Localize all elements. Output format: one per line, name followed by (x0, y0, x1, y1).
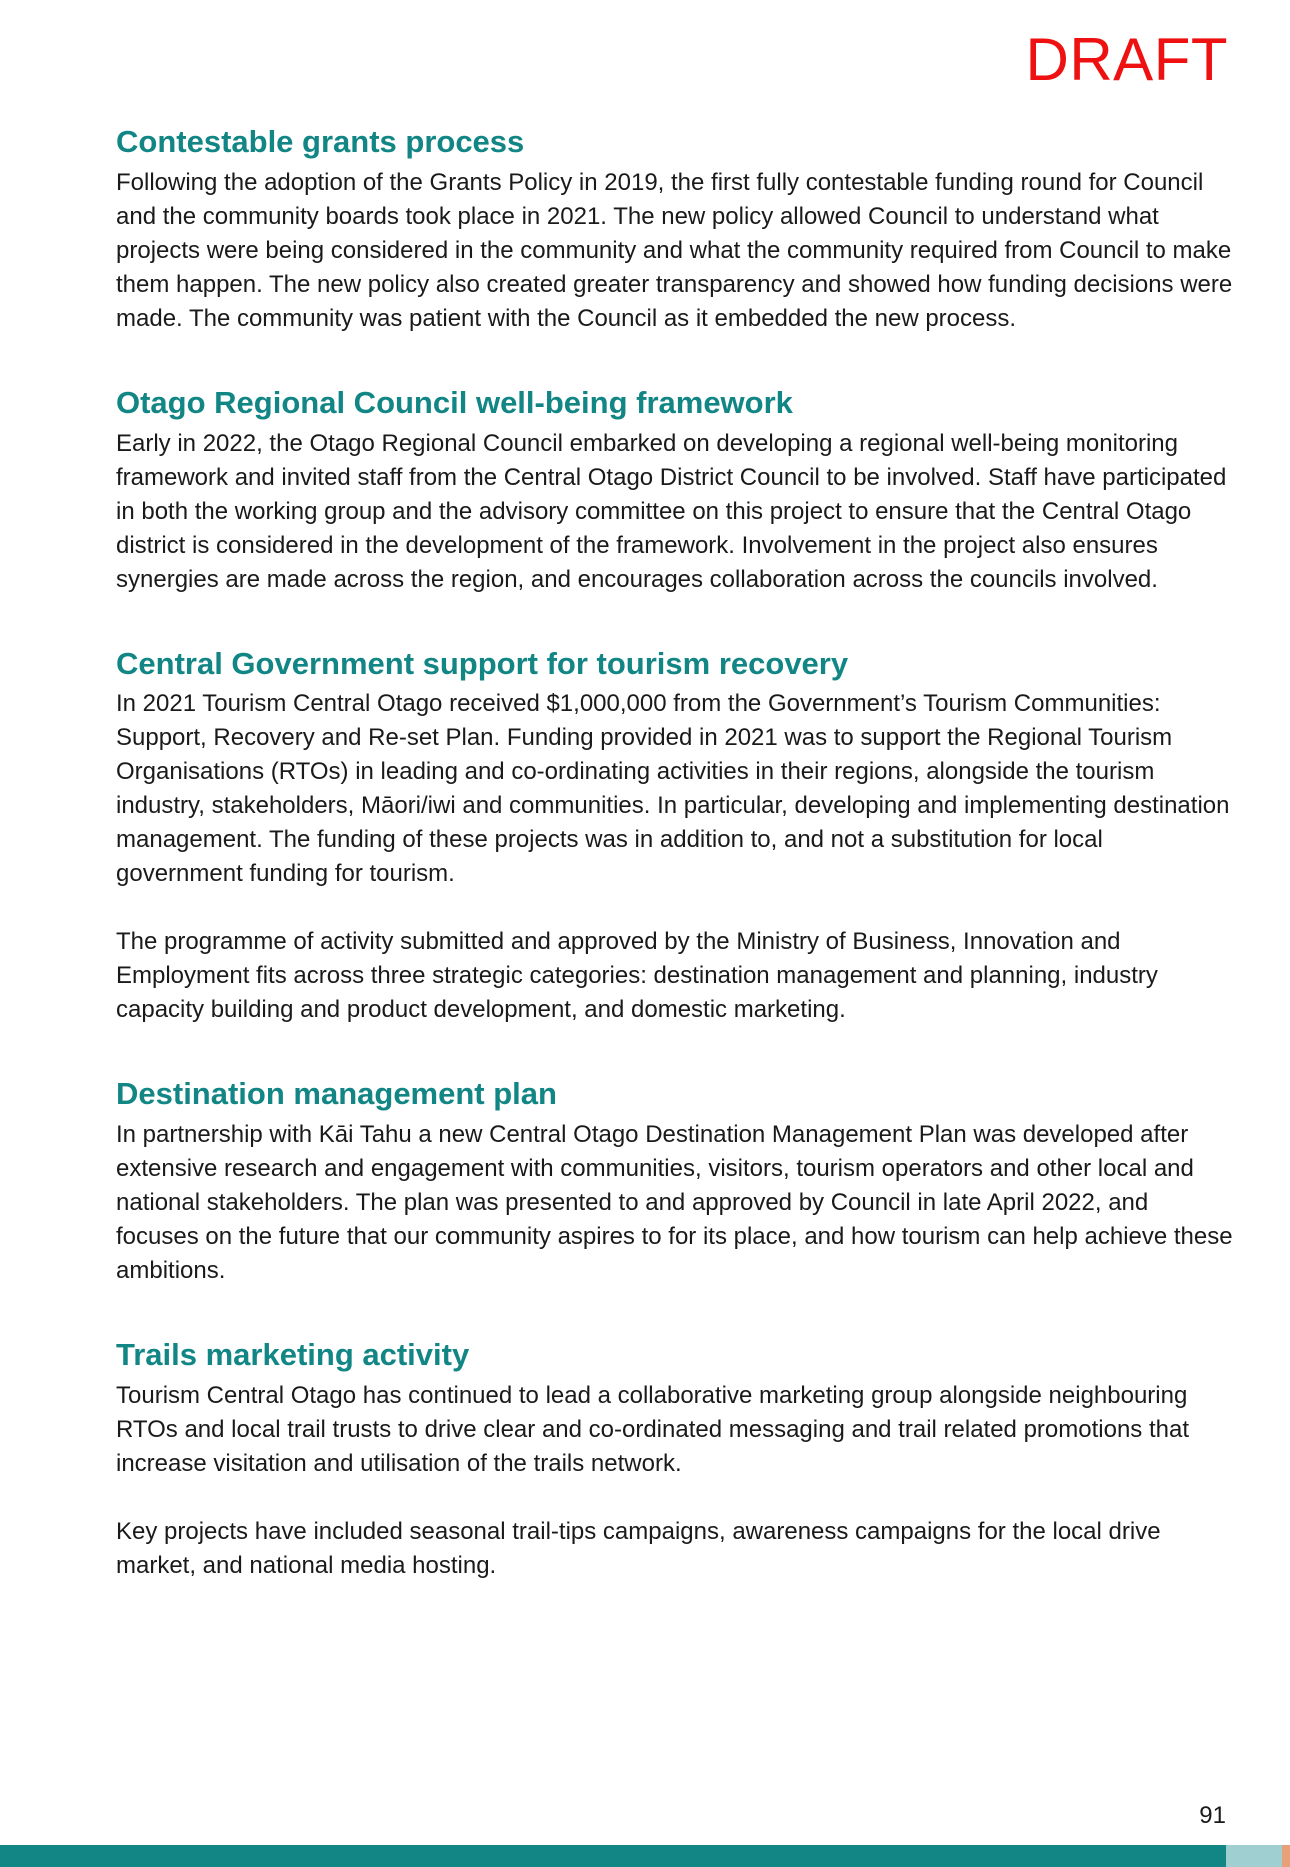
section-trails-marketing (116, 1336, 1236, 1583)
section-heading: Otago Regional Council well-being framework (116, 384, 793, 420)
footer-bar-main (0, 1845, 1226, 1867)
section-heading: Contestable grants process (116, 124, 525, 159)
section-tourism-recovery (116, 645, 1236, 1028)
section-heading: Trails marketing activity (116, 1337, 470, 1372)
section-paragraph: The programme of activity submitted and approved by the Ministry of Business, Innovation and Employment fits across three strategic categories: destination management and planning, industry capacity building and product development, and domestic marketing. (116, 928, 1158, 1024)
section-wellbeing-framework (116, 384, 1236, 597)
section-paragraph: Key projects have included seasonal trail-tips campaigns, awareness campaigns for the local drive market, and national media hosting. (116, 1517, 1161, 1579)
footer-bar (0, 1845, 1290, 1867)
section-paragraph: Following the adoption of the Grants Policy in 2019, the first fully contestable funding round for Council and the community boards took place in 2021. The new policy allowed Council to understand what projects were being considered in the community and what the community required from Council to make them happen. The new policy also created greater transparency and showed how funding decisions were made. The community was patient with the Council as it embedded the new process. (116, 168, 1233, 332)
section-paragraph: In 2021 Tourism Central Otago received $1,000,000 from the Government’s Tourism Communities: Support, Recovery and Re-set Plan. Funding provided in 2021 was to support the Regional Tourism Organisations (RTOs) in leading and co-ordinating activities in their regions, alongside the tourism industry, stakeholders, Māori/iwi and communities. In particular, developing and implementing destination management. The funding of these projects was in addition to, and not a substitution for local government funding for tourism. (116, 690, 1230, 888)
footer-bar-light (1226, 1845, 1282, 1867)
page-number: 91 (1199, 1802, 1226, 1829)
section-heading: Destination management plan (116, 1076, 557, 1112)
page-content (116, 123, 1236, 1631)
section-contestable-grants (116, 123, 1236, 336)
section-destination-management (116, 1075, 1236, 1288)
draft-watermark: DRAFT (1025, 26, 1228, 93)
section-paragraph: In partnership with Kāi Tahu a new Central Otago Destination Management Plan was developed after extensive research and engagement with communities, visitors, tourism operators and other local and national stakeholders. The plan was presented to and approved by Council in late April 2022, and focuses on the future that our community aspires to for its place, and how tourism can help achieve these ambitions. (116, 1121, 1233, 1284)
section-paragraph: Early in 2022, the Otago Regional Council embarked on developing a regional well-being monitoring framework and invited staff from the Central Otago District Council to be involved. Staff have participated in both the working group and the advisory committee on this project to ensure that the Central Otago district is considered in the development of the framework. Involvement in the project also ensures synergies are made across the region, and encourages collaboration across the councils involved. (116, 429, 1227, 593)
section-heading: Central Government support for tourism recovery (116, 645, 849, 681)
section-paragraph: Tourism Central Otago has continued to lead a collaborative marketing group alongside neighbouring RTOs and local trail trusts to drive clear and co-ordinated messaging and trail related promotions that increase visitation and utilisation of the trails network. (116, 1381, 1189, 1477)
footer-bar-accent (1282, 1845, 1290, 1867)
